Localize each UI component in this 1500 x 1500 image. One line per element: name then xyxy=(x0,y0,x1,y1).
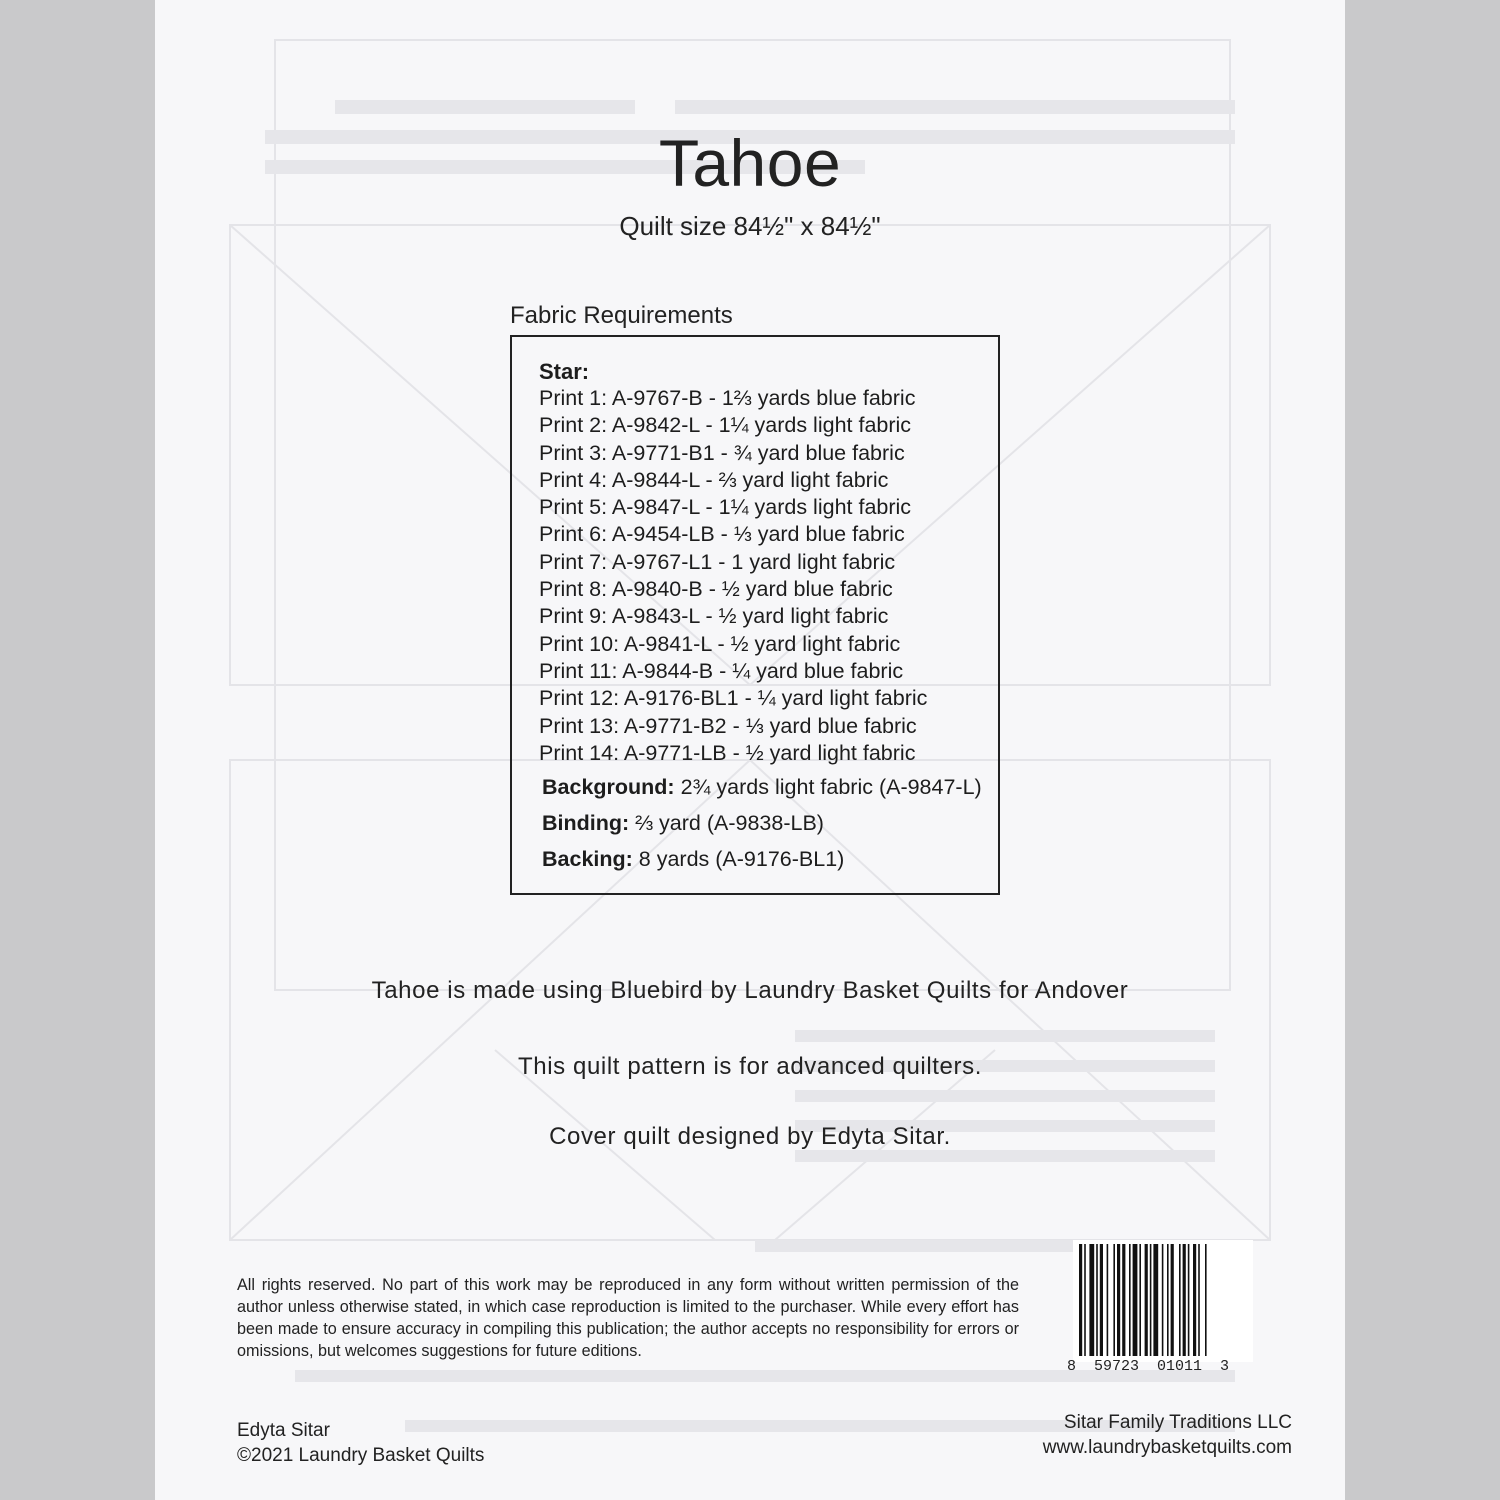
barcode-digits: 8 59723 01011 3 xyxy=(1067,1358,1230,1375)
pattern-back-cover xyxy=(155,0,1345,1500)
backing-value: 8 yards (A-9176-BL1) xyxy=(632,847,845,871)
print-list xyxy=(539,385,927,767)
author-block xyxy=(237,1418,484,1468)
background-value: 2¾ yards light fabric (A-9847-L) xyxy=(674,775,982,799)
fabric-line-statement: Tahoe is made using Bluebird by Laundry Basket Quilts for Andover xyxy=(371,977,1129,1004)
binding-value: ⅔ yard (A-9838-LB) xyxy=(629,811,824,835)
list-item: Print 1: A-9767-B - 1⅔ yards blue fabric xyxy=(539,386,916,410)
fabric-requirements-box xyxy=(510,335,1000,895)
publisher-website[interactable]: www.laundrybasketquilts.com xyxy=(1042,1437,1292,1458)
list-item: Print 14: A-9771-LB - ½ yard light fabric xyxy=(539,740,916,765)
list-item: Print 9: A-9843-L - ½ yard light fabric xyxy=(539,604,889,629)
list-item: Print 11: A-9844-B - ¼ yard blue fabric xyxy=(539,658,904,683)
list-item: Print 12: A-9176-BL1 - ¼ yard light fabric xyxy=(539,686,928,711)
list-item: Print 3: A-9771-B1 - ¾ yard blue fabric xyxy=(539,440,905,465)
publisher-name: Sitar Family Traditions LLC xyxy=(1063,1412,1292,1433)
list-item: Print 6: A-9454-LB - ⅓ yard blue fabric xyxy=(539,522,905,547)
list-item: Print 8: A-9840-B - ½ yard blue fabric xyxy=(539,577,893,602)
list-item: Print 13: A-9771-B2 - ⅓ yard blue fabric xyxy=(539,713,917,738)
barcode-icon xyxy=(1073,1240,1253,1362)
quilt-size: Quilt size 84½" x 84½" xyxy=(619,211,881,241)
rights-notice: All rights reserved. No part of this work may be reproduced in any form without written permission of the author unless otherwise stated, in which case reproduction is limited to the purchaser. While every effort has been made to ensure accuracy in compiling this publication; the author accepts no responsibility for errors or omissions, but welcomes suggestions for future editions. xyxy=(237,1276,1019,1360)
publisher-block xyxy=(1043,1410,1292,1460)
skill-level-statement: This quilt pattern is for advanced quilters. xyxy=(518,1053,982,1080)
star-label: Star: xyxy=(539,359,590,384)
copyright: ©2021 Laundry Basket Quilts xyxy=(237,1445,485,1466)
list-item: Print 10: A-9841-L - ½ yard light fabric xyxy=(539,631,901,656)
background-label: Background: xyxy=(542,775,675,799)
binding-label: Binding: xyxy=(542,811,630,835)
backing-requirement xyxy=(542,847,844,872)
list-item: Print 4: A-9844-L - ⅔ yard light fabric xyxy=(539,467,889,492)
list-item: Print 7: A-9767-L1 - 1 yard light fabric xyxy=(539,549,896,574)
binding-requirement xyxy=(542,811,824,836)
background-requirement xyxy=(542,775,982,800)
author-name: Edyta Sitar xyxy=(237,1420,330,1441)
pattern-title: Tahoe xyxy=(658,126,842,200)
list-item: Print 5: A-9847-L - 1¼ yards light fabric xyxy=(539,495,912,520)
fabric-requirements-heading: Fabric Requirements xyxy=(510,302,733,329)
list-item: Print 2: A-9842-L - 1¼ yards light fabric xyxy=(539,413,912,438)
designer-statement: Cover quilt designed by Edyta Sitar. xyxy=(549,1123,951,1150)
backing-label: Backing: xyxy=(542,847,633,871)
